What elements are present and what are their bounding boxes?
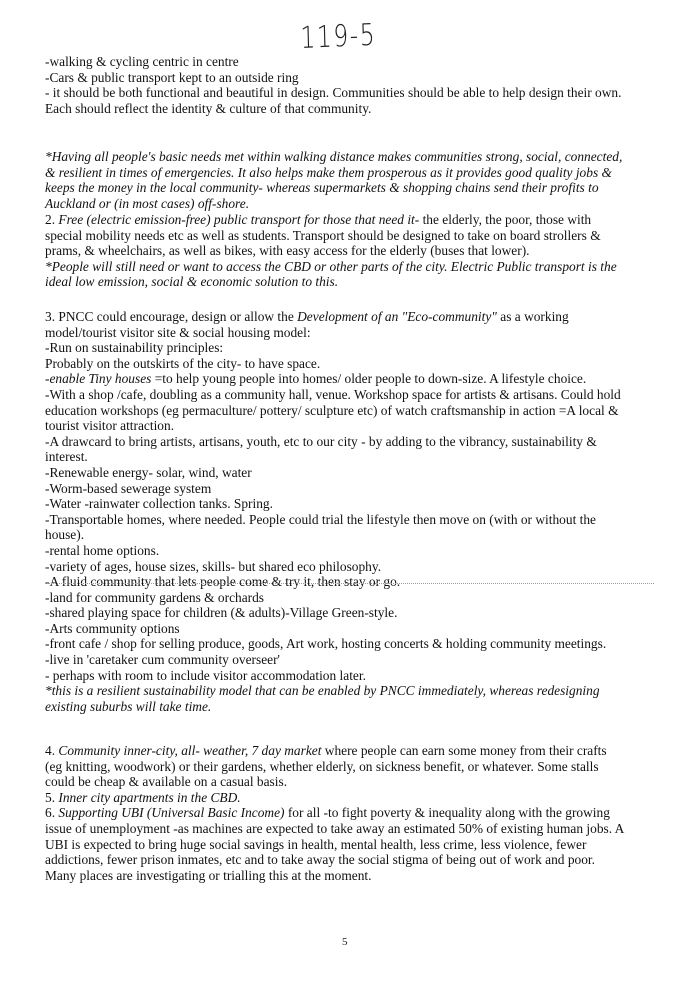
basic-needs-paragraph [45, 149, 657, 211]
list-item: -front cafe / shop for selling produce, goods, Art work, hosting concerts & holding community meetings. [45, 636, 607, 652]
text-line: (eg knitting, woodwork) or their gardens, whether elderly, on sickness benefit, or whatever. Some stalls [45, 758, 599, 774]
item-2-text: - the elderly, the poor, those with [414, 212, 592, 227]
list-item: -land for community gardens & orchards [45, 589, 265, 605]
text-line: *Having all people's basic needs met within walking distance makes communities strong, social, connected, [45, 149, 623, 164]
item-3-heading: Development of an "Eco-community" [297, 309, 497, 324]
list-item: -Worm-based sewerage system [45, 480, 212, 496]
note-line: *this is a resilient sustainability model that can be enabled by PNCC immediately, whereas redesigning [45, 683, 600, 699]
item-4-market [45, 743, 657, 883]
item-6-heading: Supporting UBI (Universal Basic Income) [58, 805, 285, 821]
list-item: -Water -rainwater collection tanks. Spring. [45, 496, 273, 512]
text-line: -Run on sustainability principles: [45, 340, 224, 356]
note-line: *People will still need or want to access the CBD or other parts of the city. Electric Public transport is the [45, 258, 617, 274]
text-line: special mobility needs etc as well as students. Transport should be designed to take on board strollers & [45, 227, 601, 243]
list-item: -A fluid community that lets people come & try it, then stay or go. [45, 574, 401, 590]
list-item: -With a shop /cafe, doubling as a community hall, venue. Workshop space for artists & artisans. Could hold [45, 386, 621, 402]
list-item: tourist visitor attraction. [45, 418, 175, 434]
text-line: model/tourist visitor site & social housing model: [45, 324, 311, 340]
item-5-heading: Inner city apartments in the CBD. [58, 789, 241, 805]
text-line: addictions, fewer prison inmates, etc and to take away the social stigma of being out of work and poor. [45, 852, 595, 868]
text-line: prams, & wheelchairs, as well as bikes, with easy access for the elderly (buses that lower). [45, 243, 530, 259]
item-number: 4. [45, 743, 59, 758]
scan-artifact-dotted-rule [45, 583, 654, 584]
item-3-eco-community [45, 309, 657, 714]
list-item: -shared playing space for children (& adults)-Village Green-style. [45, 605, 398, 621]
item-3-first-line [45, 309, 657, 325]
text-line: UBI is expected to bring huge social savings in health, mental health, less crime, less violence, fewer [45, 836, 587, 852]
list-item: - it should be both functional and beautiful in design. Communities should be able to help design their own. [45, 85, 622, 101]
list-item: - perhaps with room to include visitor accommodation later. [45, 667, 366, 683]
item-6-first-line [45, 805, 657, 821]
item-6-text: for all -to fight poverty & inequality along with the growing [284, 805, 610, 821]
list-item: house). [45, 527, 85, 543]
text-line: issue of unemployment -as machines are expected to take away an estimated 50% of existing human jobs. A [45, 820, 625, 836]
text-line: & resilient in times of emergencies. It also helps make them prosperous as it provides good quality jobs & [45, 164, 612, 180]
list-item: -A drawcard to bring artists, artisans, youth, etc to our city - by adding to the vibrancy, sustainability & [45, 433, 597, 449]
item-5-apartments [45, 790, 657, 806]
text-line: Probably on the outskirts of the city- to have space. [45, 355, 321, 371]
list-item: -variety of ages, house sizes, skills- but shared eco philosophy. [45, 558, 382, 574]
list-item: -Cars & public transport kept to an outside ring [45, 69, 299, 85]
item-4-first-line [45, 743, 657, 759]
list-item: -Arts community options [45, 620, 180, 636]
note-line: ideal low emission, social & economic solution to this. [45, 274, 339, 290]
text-line: Auckland or (in most cases) off-shore. [45, 195, 250, 211]
list-item: education workshops (eg permaculture/ pottery/ sculpture etc) of watch craftsmanship in action =A local & [45, 402, 619, 418]
list-item: -rental home options. [45, 542, 160, 558]
tiny-houses-line [45, 371, 657, 387]
item-2-heading: Free (electric emission-free) public transport for those that need it [58, 212, 415, 227]
text-line: could be cheap & available on a casual basis. [45, 774, 288, 790]
list-item: -Transportable homes, where needed. People could trial the lifestyle then move on (with or without the [45, 511, 596, 527]
item-2-transport [45, 212, 657, 290]
top-list [45, 54, 657, 116]
item-number: 2. [45, 212, 59, 227]
text-line: Many places are investigating or trialling this at the moment. [45, 867, 372, 883]
item-3-prefix: 3. PNCC could encourage, design or allow the [45, 309, 298, 324]
tiny-houses-text: =to help young people into homes/ older people to down-size. A lifestyle choice. [151, 371, 587, 387]
list-item: Each should reflect the identity & culture of that community. [45, 100, 372, 116]
item-number: 5. [45, 789, 59, 805]
page-number: 5 [342, 936, 348, 948]
item-2-first-line [45, 212, 657, 228]
handwritten-reference-number: 119-5 [299, 17, 377, 56]
note-line: existing suburbs will take time. [45, 698, 212, 714]
list-item: -live in 'caretaker cum community overseer' [45, 652, 280, 668]
list-item: interest. [45, 449, 88, 465]
list-item: -Renewable energy- solar, wind, water [45, 464, 252, 480]
list-item: -walking & cycling centric in centre [45, 54, 239, 69]
item-4-text: where people can earn some money from their crafts [321, 743, 607, 758]
tiny-houses-heading: -enable Tiny houses [45, 371, 152, 387]
text-line: keeps the money in the local community- whereas supermarkets & shopping chains send their profits to [45, 180, 599, 196]
item-number: 6. [45, 805, 59, 821]
item-4-heading: Community inner-city, all- weather, 7 day market [58, 743, 322, 758]
item-3-text: as a working [496, 309, 569, 324]
